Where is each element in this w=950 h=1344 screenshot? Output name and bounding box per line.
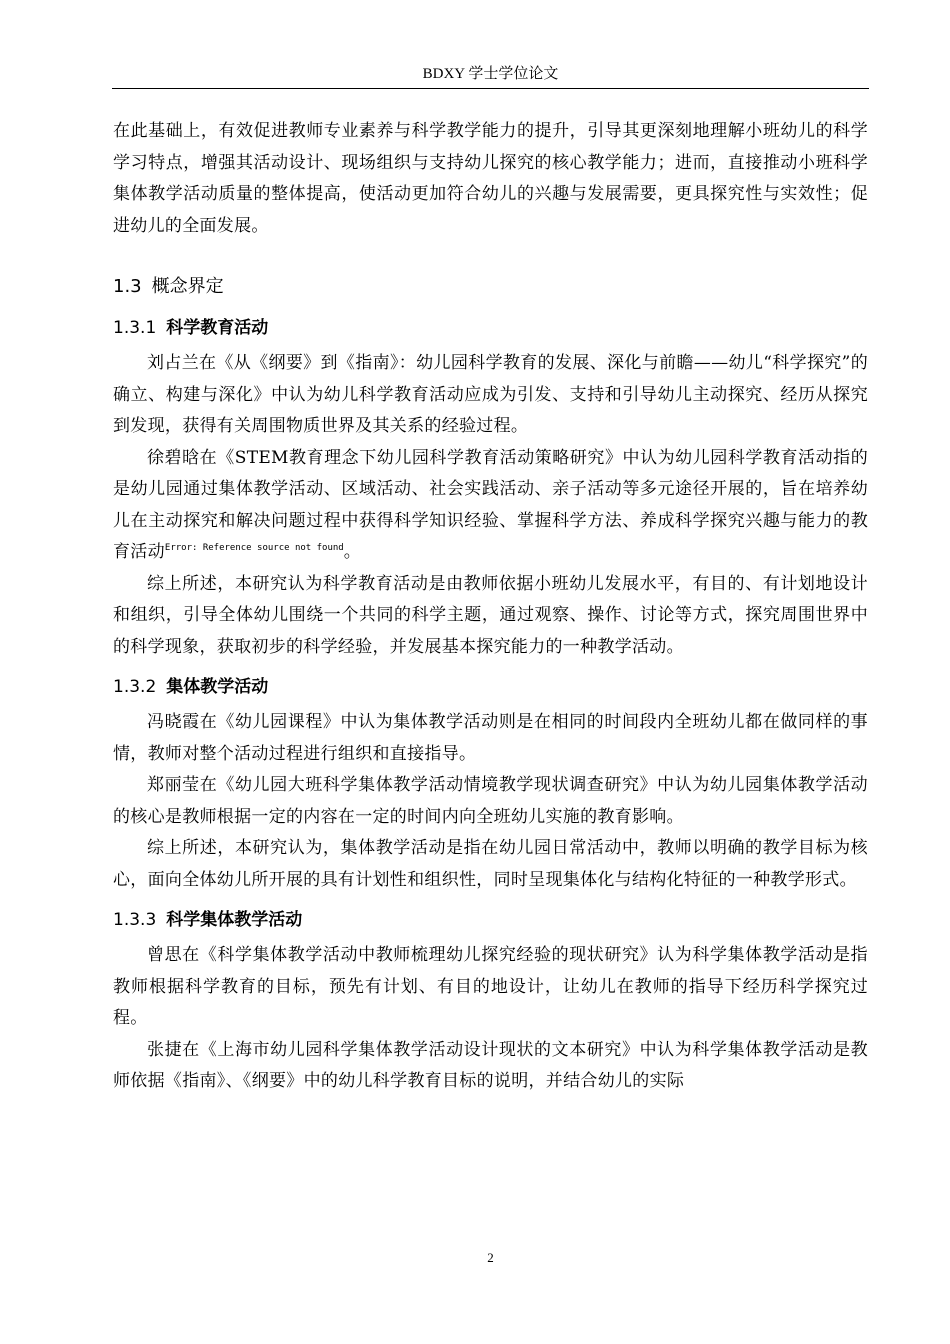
paragraph-with-ref xyxy=(113,443,868,569)
paragraph-text: 徐碧晗在《STEM教育理念下幼儿园科学教育活动策略研究》中认为幼儿园科学教育活动指的是幼儿园通过集体教学活动、区域活动、社会实践活动、亲子活动等多元途径开展的，旨在培养幼儿在主动探究和解决问题过程中获得科学知识经验、掌握科学方法、养成科学探究兴趣与能力的教育活动 xyxy=(113,447,868,562)
subsection-number: 1.3.3 xyxy=(113,910,157,930)
section-title: 概念界定 xyxy=(151,276,224,297)
paragraph: 刘占兰在《从《纲要》到《指南》：幼儿园科学教育的发展、深化与前瞻——幼儿“科学探究”的确立、构建与深化》中认为幼儿科学教育活动应成为引发、支持和引导幼儿主动探究、经历从探究到发现，获得有关周围物质世界及其关系的经验过程。 xyxy=(113,353,868,436)
section-heading-1-3 xyxy=(113,272,868,302)
header-divider xyxy=(112,88,869,89)
paragraph: 综上所述，本研究认为，集体教学活动是指在幼儿园日常活动中，教师以明确的教学目标为核心，面向全体幼儿所开展的具有计划性和组织性，同时呈现集体化与结构化特征的一种教学形式。 xyxy=(113,838,868,890)
paragraph: 冯晓霞在《幼儿园课程》中认为集体教学活动则是在相同的时间段内全班幼儿都在做同样的事情，教师对整个活动过程进行组织和直接指导。 xyxy=(113,712,868,764)
reference-error-note: Error: Reference source not found xyxy=(164,543,344,553)
subsection-heading-1-3-1 xyxy=(113,314,868,342)
paragraph: 综上所述，本研究认为科学教育活动是由教师依据小班幼儿发展水平，有目的、有计划地设计和组织，引导全体幼儿围绕一个共同的科学主题，通过观察、操作、讨论等方式，探究周围世界中的科学现象，获取初步的科学经验，并发展基本探究能力的一种教学活动。 xyxy=(113,573,868,657)
subsection-title: 科学教育活动 xyxy=(166,318,269,338)
paragraph: 曾思在《科学集体教学活动中教师梳理幼儿探究经验的现状研究》认为科学集体教学活动是指教师根据科学教育的目标，预先有计划、有目的地设计，让幼儿在教师的指导下经历科学探究过程。 xyxy=(113,945,868,1028)
page-number: 2 xyxy=(487,1250,494,1265)
document-body xyxy=(113,116,868,1098)
section-number: 1.3 xyxy=(113,276,142,297)
subsection-number: 1.3.2 xyxy=(113,677,157,697)
subsection-title: 集体教学活动 xyxy=(166,677,269,697)
paragraph: 张捷在《上海市幼儿园科学集体教学活动设计现状的文本研究》中认为科学集体教学活动是教师依据《指南》、《纲要》中的幼儿科学教育目标的说明，并结合幼儿的实际 xyxy=(113,1039,868,1091)
page-header: BDXY 学士学位论文 xyxy=(422,66,559,82)
intro-paragraph: 在此基础上，有效促进教师专业素养与科学教学能力的提升，引导其更深刻地理解小班幼儿的科学学习特点，增强其活动设计、现场组织与支持幼儿探究的核心教学能力；进而，直接推动小班科学集体教学活动质量的整体提高，使活动更加符合幼儿的兴趣与发展需要，更具探究性与实效性；促进幼儿的全面发展。 xyxy=(113,121,868,236)
subsection-heading-1-3-3 xyxy=(113,906,868,934)
paragraph-end-punct: 。 xyxy=(343,542,362,562)
paragraph: 郑丽莹在《幼儿园大班科学集体教学活动情境教学现状调查研究》中认为幼儿园集体教学活动的核心是教师根据一定的内容在一定的时间内向全班幼儿实施的教育影响。 xyxy=(113,775,868,827)
subsection-title: 科学集体教学活动 xyxy=(166,910,303,930)
subsection-number: 1.3.1 xyxy=(113,318,157,338)
subsection-heading-1-3-2 xyxy=(113,673,868,701)
